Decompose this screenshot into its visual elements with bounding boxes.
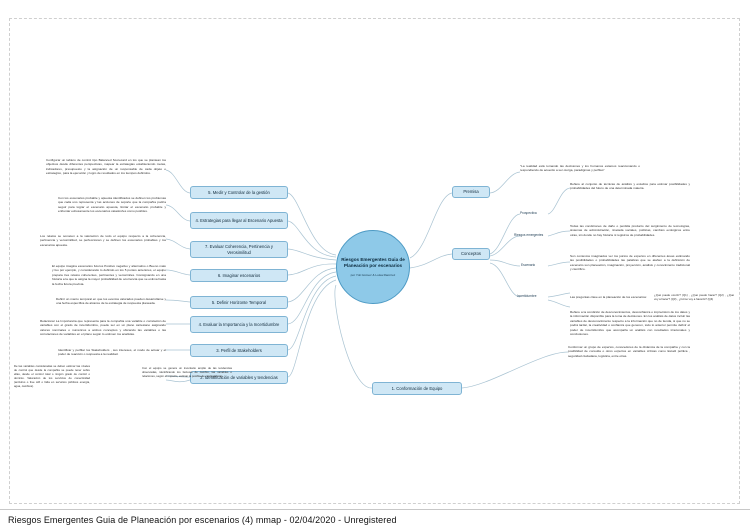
node-evaluar-importancia-incertidumbre[interactable] xyxy=(190,316,288,333)
central-node[interactable] xyxy=(336,230,410,304)
node-evaluar-coherencia[interactable] xyxy=(190,241,288,258)
text-conformacion-equipo: Conformar un grupo de expertos, conocedores de la dinámica de la compañía y con la posibilidad de consulta o otros expertos en variables críticas como Estudi política , seguridad ciudadana, logística, entre otras. xyxy=(568,345,690,358)
central-node-subtitle: por Yoli Gómez & Luisa Ramírez xyxy=(350,272,396,277)
node-estrategias-escenario-apuesta[interactable] xyxy=(190,212,288,229)
text-medir-controlar-gestion: Configurar un tablero de control tipo Balanced Scorecard en los que se plantean los objetivos desde diferentes perspectivas, mapear la estrategias estableciendo metas, indicadores, presupuesto y la asignación de un responsable de cada objeto o estrategico, para la ejecución y logro de resultados en los tiempos definidos. xyxy=(46,158,166,176)
node-label: 5. Definir Horizonte Temporal xyxy=(211,299,267,305)
node-label: Premisa xyxy=(463,189,479,195)
node-label: 4. Estrategias para llegar al Escenario Apuesta xyxy=(195,217,283,223)
node-premisa[interactable] xyxy=(452,186,490,198)
node-label: 1. Conformación de Equipo xyxy=(391,385,443,391)
text-riesgos-emergentes: Todas las condiciones de daño o perdida producto del surgimiento de tecnologías, sistemas de administración, nivelada sociales, políticas, cambios ecológicos entre otras, sin donde no hay historia ni registros de probabilidades. xyxy=(570,224,690,237)
text-preguntas-clave: Las preguntas clave en la planeación de los escenarios: xyxy=(570,295,647,299)
text-imaginar-escenarios: El equipo imagina escenarios futuros Positivo negativo y alternativo o Bueno malo y feo por ejemplo, y considerando lo definido en los 5 puntos anteriores, el equipo prepara tres relatos coherentes, pertinentes y verosímiles. Consignando en una historia a la que le asigna la mayor probabilidad de ocurrencia que se estima hasta la fecha futura prevista. xyxy=(52,264,166,286)
text-premisa: "La realidad está tomando las decisiones y los humanos estamos reaccionando o respondiendo de acuerdo a ser otorga, paradigmas y perfiles" xyxy=(520,164,640,173)
sublabel-escenario[interactable]: Escenario xyxy=(521,263,536,267)
node-label: 5. Medir y Controlar de la gestión xyxy=(208,189,270,195)
central-node-title: Riesgos Emergentes Guia de Planeación por escenarios xyxy=(341,257,405,269)
text-preguntas-clave-lista: ¿Qué puede ocurrir? (Q1) , ¿Qué puedo hacer? (Q2) , ¿Qué voy a hacer? (Q3) , ¿Cómo voy a hacerlo? (Q4) xyxy=(654,293,734,302)
node-label: 4. Evaluar la Importancia y la Incertidumbre xyxy=(198,321,280,327)
node-conceptos[interactable] xyxy=(452,248,490,260)
node-definir-horizonte-temporal[interactable] xyxy=(190,296,288,309)
node-label: 2. Identificación de variables y tendencias xyxy=(200,374,278,380)
text-perfil-stakeholders: Identificar y perfilar los Stakeholders , sus intereses, el modo de actuar y el poder de reacción o respuesta a la realidad. xyxy=(58,348,166,357)
node-label: 3. Perfil de Stakeholders xyxy=(216,347,262,353)
node-medir-controlar-gestion[interactable] xyxy=(190,186,288,199)
status-bar xyxy=(0,509,750,530)
text-definir-horizonte-temporal: Definir un marco temporal en que los eventos valorados pueden desarrollarse y una fecha específica de alcance de la estrategia de respuesta planeada. xyxy=(56,297,166,306)
text-incertidumbre: Refiere a la condición de desconocimientos, desconfianza o imprecisión de los datos y la información disponible para la toma de decisiones. En los análisis de datos incluir las variables de desconocimiento respecto a la información que no de tienda, si que no se podrá tardar, la creatividad o confianza que generen, todo lo anterior permite definir el poder de incertidumbre que acompaña un análisis con resultados irracionales y conclusiones. xyxy=(570,310,690,337)
node-label: 7. Evaluar Coherencia, Pertinencia y Verosimilitud xyxy=(205,244,273,255)
text-escenario: Son contextos imaginados ver los juicios de expertos en diferentes áreas estimando las posibilidades o probabilidades las palabras que se atañen a la definición de escenario son planeación, imaginación, proyección, análisis y conocimiento tradicional y científico. xyxy=(570,254,690,272)
text-identificacion-variables-tendencias: Con el equipo se genera un inventario amplio de las tendencias observadas, identificando los factores de cambio, las variables o relaciones, según el impacto, estimar la posible de contingencias. xyxy=(142,366,232,379)
text-evaluar-coherencia: Los relatos se someten a la valoración de todo el equipo respecto a la coherencia, pertinencia y verosimilitud, se perfeccionan y se definen los escenarios probables y los escenarios apuesta. xyxy=(40,234,166,247)
text-prospectiva: Refiere al conjunto de técnicas de análisis y estudios para estimar posibilidades y probabilidades del futuro de una determinada materia. xyxy=(570,182,690,191)
text-niveles-de-control: De las variables consideradas se deben estimar las niveles de control que desde la compañía se puede tener sobre ellas, desde el control total o ningún grado de control o dominio. Valoración de los servicios de conectividad (antivirus o free wifi o falta en servicios públicos energía, agua, cambios). xyxy=(14,364,90,389)
node-label: 6. Imaginar escenarios xyxy=(217,272,261,278)
text-evaluar-importancia-incertidumbre: Relacionar La Importancia que representa para la compañía una variable o correlación de variables con el grado de incertidumbre, puede ser en un plano cartesiano asignando valores nominales o numéricos a ambos conceptos y ubicando las variables o las correlaciones de variables en el plano según lo estimen los analistas. xyxy=(40,319,166,337)
sublabel-riesgos-emergentes[interactable]: Riesgos emergentes xyxy=(514,233,544,237)
status-bar-text: Riesgos Emergentes Guia de Planeación por escenarios (4) mmap - 02/04/2020 - Unregistered xyxy=(8,515,397,525)
text-estrategias-escenario-apuesta: Con los escenarios probable y apuesta identificados se definen los problemas que cada uno representa y las acciones de soporte que la compañía podría seguir para lograr el escenario apuesta, limitar el escenario probable y enfrentar exitosamente los escenarios catastrofes como posibles. xyxy=(58,196,166,214)
node-conformacion-equipo[interactable] xyxy=(372,382,462,395)
node-perfil-stakeholders[interactable] xyxy=(190,344,288,357)
sublabel-incertidumbre[interactable]: Incertidumbre xyxy=(517,294,537,298)
sublabel-prospectiva[interactable]: Prospectiva xyxy=(520,211,537,215)
node-label: Conceptos xyxy=(460,251,482,257)
node-imaginar-escenarios[interactable] xyxy=(190,269,288,282)
